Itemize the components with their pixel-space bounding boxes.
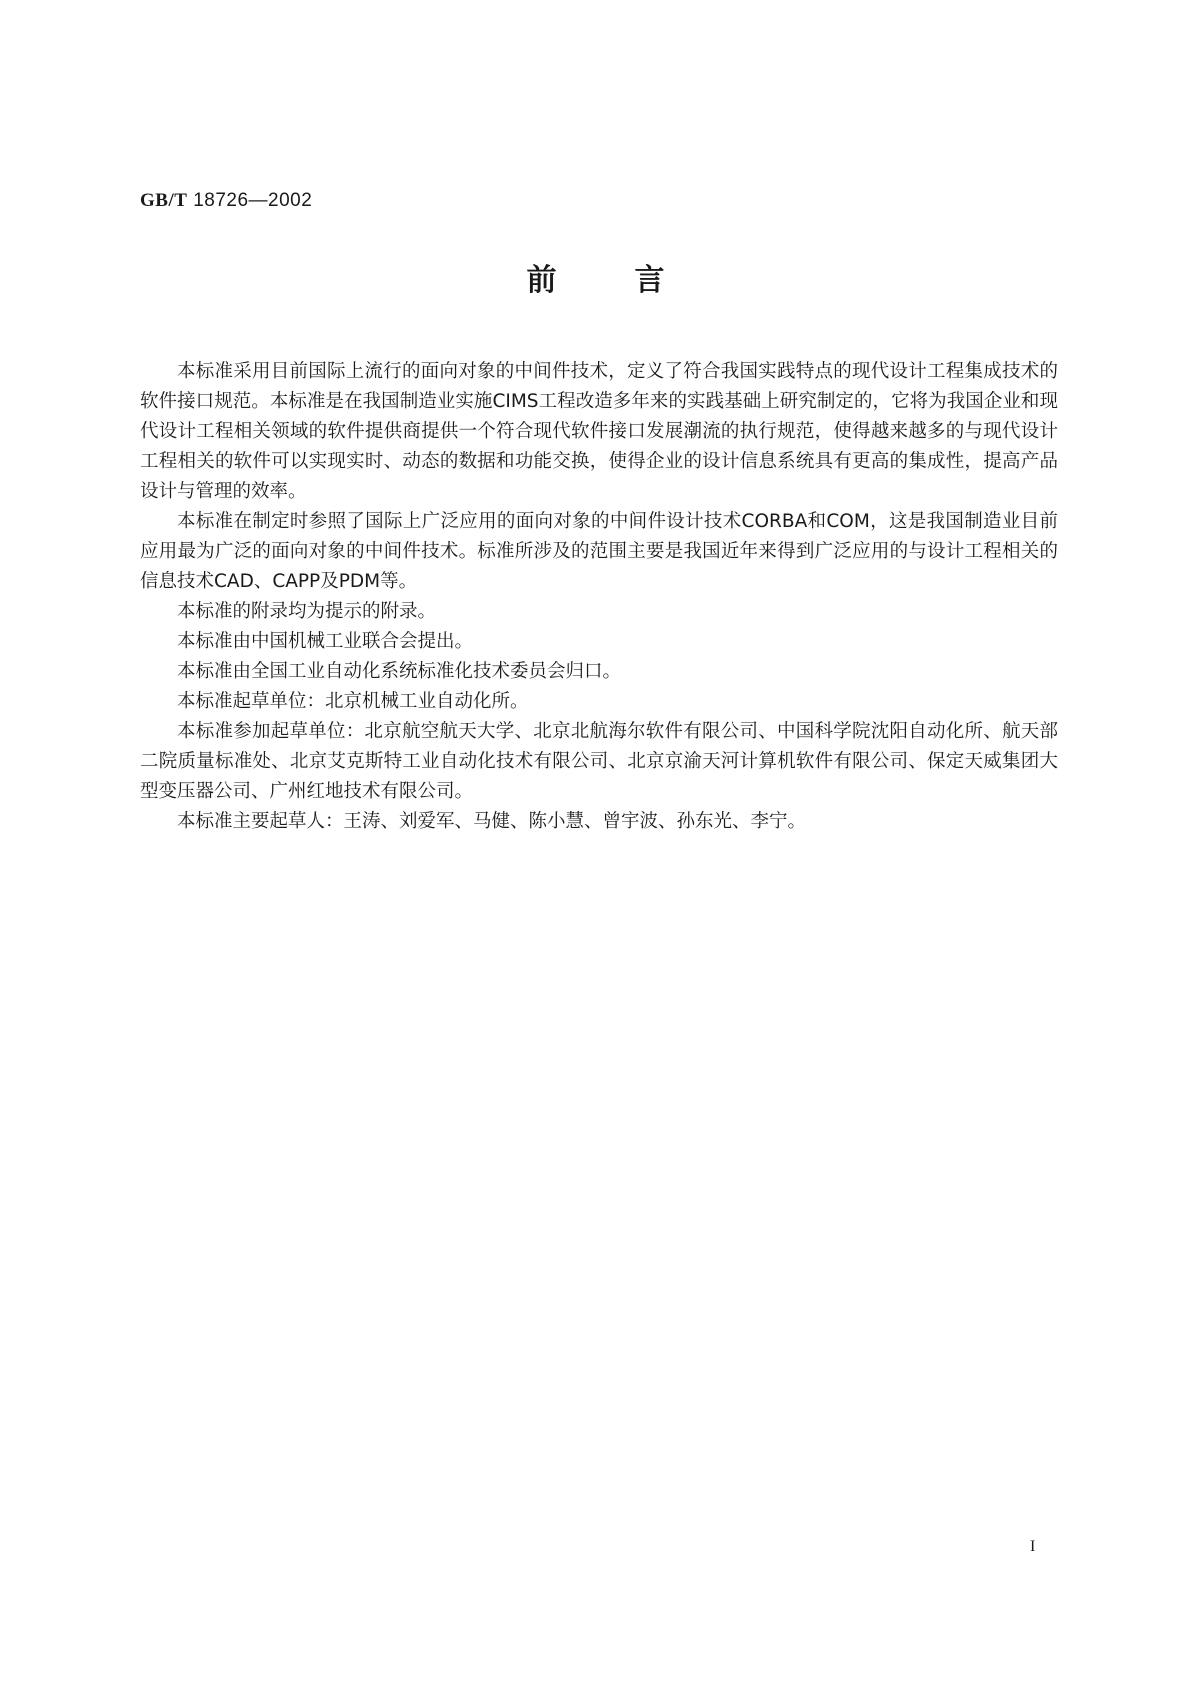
page-title: 前言 (526, 263, 743, 298)
paragraph-drafting-unit: 本标准起草单位：北京机械工业自动化所。 (177, 691, 529, 712)
paragraph-appendix: 本标准的附录均为提示的附录。 (177, 601, 437, 622)
paragraph-scope: 本标准采用目前国际上流行的面向对象的中间件技术，定义了符合我国实践特点的现代设计工程集成技术的软件接口规范。本标准是在我国制造业实施CIMS工程改造多年来的实践基础上研究制定的，它将为我国企业和现代设计工程相关领域的软件提供商提供一个符合现代软件接口发展潮流的执行规范，使得越来越多的与现代设计工程相关的软件可以实现实时、动态的数据和功能交换，使得企业的设计信息系统具有更高的集成性，提高产品设计与管理的效率。 (140, 361, 1058, 502)
paragraph-participating-units: 本标准参加起草单位：北京航空航天大学、北京北航海尔软件有限公司、中国科学院沈阳自动化所、航天部二院质量标准处、北京艾克斯特工业自动化技术有限公司、北京京渝天河计算机软件有限公司、保定天威集团大型变压器公司、广州红地技术有限公司。 (140, 721, 1058, 802)
standard-code (140, 190, 312, 212)
paragraph-committee: 本标准由全国工业自动化系统标准化技术委员会归口。 (177, 661, 622, 682)
page-number: I (1030, 1538, 1036, 1555)
paragraph-reference: 本标准在制定时参照了国际上广泛应用的面向对象的中间件设计技术CORBA和COM，这是我国制造业目前应用最为广泛的面向对象的中间件技术。标准所涉及的范围主要是我国近年来得到广泛应用的与设计工程相关的信息技术CAD、CAPP及PDM等。 (140, 511, 1058, 592)
standard-prefix: GB/T (140, 190, 188, 211)
paragraph-drafters: 本标准主要起草人：王涛、刘爱军、马健、陈小慧、曾宇波、孙东光、李宁。 (177, 811, 807, 832)
standard-number: 18726—2002 (193, 190, 313, 211)
paragraph-proposer: 本标准由中国机械工业联合会提出。 (177, 631, 474, 652)
preface-body (140, 357, 1058, 837)
